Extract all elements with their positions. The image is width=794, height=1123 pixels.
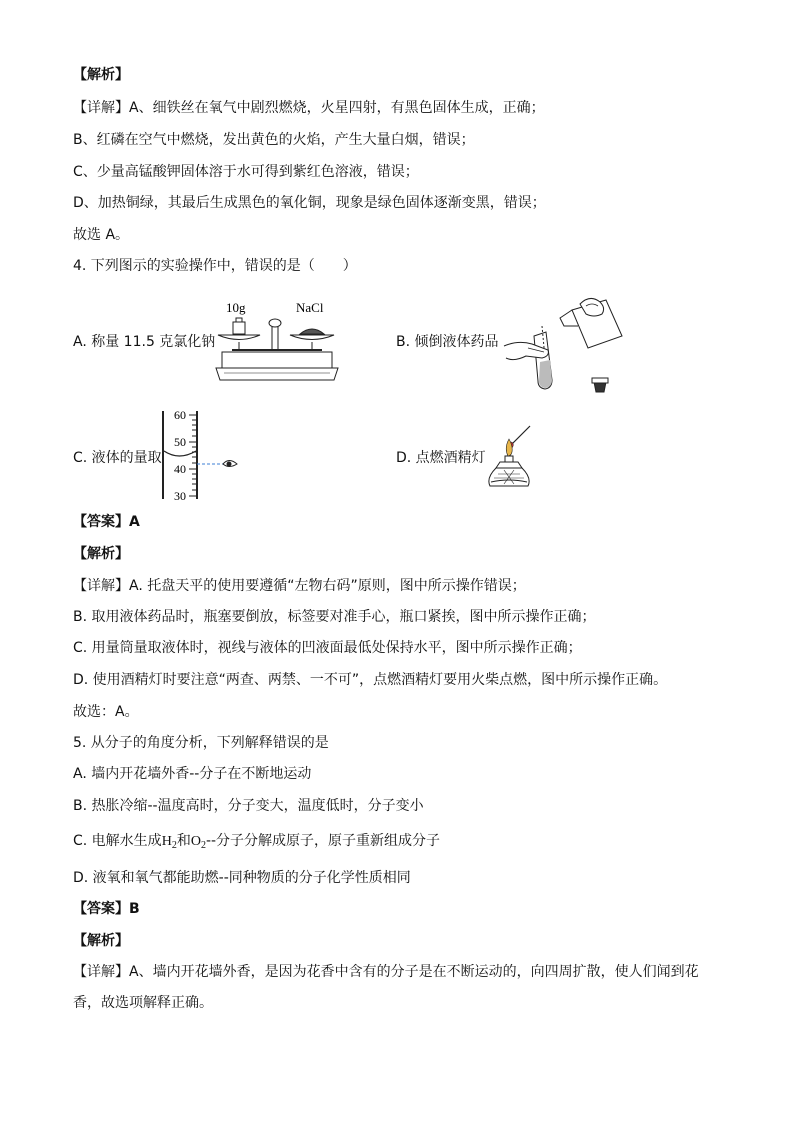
detail-line: C、少量高锰酸钾固体溶于水可得到紫红色溶液，错误； [73,164,419,180]
q4-answer: 【答案】A [73,514,140,530]
formula-o2: $O_2$ [190,834,206,851]
q5-option-c-text: C. 电解水生成 [73,833,162,849]
detail-line: C. 用量筒量取液体时，视线与液体的凹液面最低处保持水平，图中所示操作正确； [73,640,582,656]
question-5-stem: 5. 从分子的角度分析，下列解释错误的是 [73,735,329,751]
alcohol-lamp-figure [484,422,544,496]
detail-line: 【详解】A、墙内开花墙外香，是因为花香中含有的分子是在不断运动的，向四周扩散，使人们闻到花 [73,964,699,980]
detail-line: B. 取用液体药品时，瓶塞要倒放，标签要对准手心，瓶口紧挨，图中所示操作正确； [73,609,596,625]
cylinder-tick-label: 60 [174,408,186,422]
q5-option-d: D. 液氧和氧气都能助燃--同种物质的分子化学性质相同 [73,870,411,886]
detail-line: 香，故选项解释正确。 [73,995,213,1011]
jiexi-heading-3: 【解析】 [73,933,129,949]
pouring-figure [502,296,632,400]
detail-line: D. 使用酒精灯时要注意“两查、两禁、一不可”，点燃酒精灯要用火柴点燃，图中所示操作正确。 [73,672,668,688]
cylinder-tick-label: 30 [174,489,186,502]
detail-line: B、红磷在空气中燃烧，发出黄色的火焰，产生大量白烟，错误； [73,132,475,148]
balance-right-label: NaCl [296,300,324,315]
conclusion-line: 故选 A。 [73,227,130,243]
q5-option-c-and: 和 [176,833,191,849]
detail-line: D、加热铜绿，其最后生成黑色的氧化铜，现象是绿色固体逐渐变黑，错误； [73,195,546,211]
q5-option-a: A. 墙内开花墙外香--分子在不断地运动 [73,766,312,782]
jiexi-heading-1: 【解析】 [73,67,129,83]
cylinder-tick-label: 50 [174,435,186,449]
detail-line: 【详解】A. 托盘天平的使用要遵循“左物右码”原则，图中所示操作错误； [73,578,526,594]
q4-option-d: D. 点燃酒精灯 [396,450,486,466]
q5-option-c-rest: --分子分解成原子，原子重新组成分子 [205,833,441,849]
jiexi-heading-2: 【解析】 [73,546,129,562]
cylinder-tick-label: 40 [174,462,186,476]
balance-left-label: 10g [226,300,246,315]
balance-figure [212,296,342,386]
q4-option-a: A. 称量 11.5 克氯化钠 [73,334,216,350]
q4-option-b: B. 倾倒液体药品 [396,334,499,350]
detail-line: 【详解】A、细铁丝在氧气中剧烈燃烧，火星四射，有黑色固体生成，正确； [73,100,545,116]
question-4-stem: 4. 下列图示的实验操作中，错误的是（ ） [73,258,357,274]
conclusion-line: 故选：A。 [73,704,139,720]
q4-option-c: C. 液体的量取 [73,450,162,466]
q5-option-c [73,832,440,851]
cylinder-figure [155,407,245,506]
q5-option-b: B. 热胀冷缩--温度高时，分子变大，温度低时，分子变小 [73,798,424,814]
formula-h2: $H_2$ [161,834,177,851]
q5-answer: 【答案】B [73,901,140,917]
